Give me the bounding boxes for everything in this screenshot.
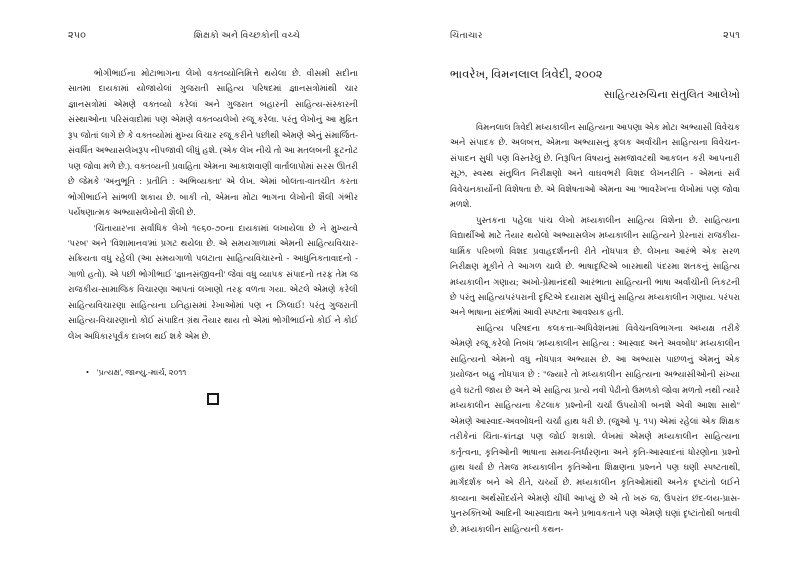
page-number-verso: ૨૫૦ (68, 31, 86, 41)
page-number-recto: ૨૫૧ (723, 31, 740, 41)
running-head-title-verso: શિક્ષકો અને વિચ્છકોની વચ્ચે (193, 30, 301, 40)
running-head-title-recto: ચિંતાચાર (450, 30, 483, 40)
body-text-verso (68, 66, 358, 344)
body-text-recto (450, 120, 740, 537)
paragraph: પુસ્તકના પહેલા પાંચ લેખો મધ્યકાલીન સાહિત્ય વિશેના છે. સાહિત્યના વિદ્યાર્થીઓ માટે તૈયાર થયેલો અભ્યાસલેખ મધ્યકાલીન સાહિત્યને પ્રેરનારાં રાજકીય-ધાર્મિક પરિબળો વિશદ પ્રવાહદર્શનની રીતે નોંધપાત્ર છે. લેખના આરંભે એક સરળ નિરીક્ષણ મૂકીને તે આગળ ચાલે છે. ભાષાદૃષ્ટિએ બારમાથી પંદરમા શતકનું સાહિત્ય મધ્યકાલીન ગણાય; અખો-પ્રેમાનંદથી આરંભાતા સાહિત્યની ભાષા અર્વાચીની નિકટની છે પરંતુ સાહિત્યપરંપરાની દૃષ્ટિએ દયારામ સુધીનું સાહિત્ય મધ્યકાલીન ગણાય. પરંપરા અને ભાષાના સંદર્ભમાં આવી સ્પષ્ટતા આવશ્યક હતી. (450, 214, 740, 318)
end-ornament-row (68, 391, 358, 407)
essay-subtitle: સાહિત્યરુચિના સંતુલિત આલેખો (603, 90, 740, 101)
paragraph: ભોગીભાઈના મોટાભાગના લેખો વક્તવ્યોનિમિત્તે થયેલા છે. વીસમી સદીના સાતમા દાયકામાં યોજાયેલાં ગુજરાતી સાહિત્ય પરિષદમાં જ્ઞાનસત્રોમાંથી ચાર જ્ઞાનસત્રોમાં એમણે વક્તવ્યો કરેલાં અને ગુજરાત બહારની સાહિત્ય-સંસ્કારની સંસ્થાઓના પરિસંવાદોમાં પણ એમણે વક્તવ્યલેખો રજૂ કરેલા. પરંતુ લેખોનું આ મુદ્રિત રૂપ જોતાં લાગે છે કે વક્તવ્યોમાં મુખ્ય વિચાર રજૂ કરીને પછીથી એમણે એનું સંમાર્જિત-સંવર્ધિત અભ્યાસલેખરૂપ નીપજાવી લીધું હશે. (એક લેખ નીચે તો આ મતલબની ફૂટનોટ પણ જોવા મળે છે.). વક્તવ્યની પ્રવાહિતા એમના આકાશવાણી વાર્તાલાપોમાં સરસ ઊતરી છે જેમકે 'અનુભૂતિ : પ્રતીતિ : અભિવ્યક્તા' એ લેખ. એમાં બોલતા-વાતચીત કરતા ભોગીભાઈને સાંભળી શકાય છે. બાકી તો, એમના મોટા ભાગના લેખોની શૈલી ગંભીર પર્યેષણાત્મક અભ્યાસલેખોની શૈલી છે. (68, 68, 358, 218)
essay-heading-block (450, 66, 740, 104)
essay-title: ભાવરેખ, વિમનલાલ ત્રિવેદી, ૨૦૦૨ (450, 68, 603, 81)
paragraph: સાહિત્ય પરિષદના કલકત્તા-અધિવેશનમાં વિવેચનવિભાગના અધ્યક્ષ તરીકે એમણે રજૂ કરેલો નિબંધ 'મધ્યકાલીન સાહિત્ય : આસ્વાદ અને અવબોધ' મધ્યકાલીન સાહિત્યનો એમનો વધુ નોંધપાત્ર અભ્યાસ છે. આ અભ્યાસ પાછળનું એમનું એક પ્રયોજન બહુ નોંધપાત્ર છે : "જ્યારે તો મધ્યકાલીન સાહિત્યના અભ્યાસીઓની સંખ્યા હવે ઘટતી જાય છે અને એ સાહિત્ય પ્રત્યે નવી પેઢીનો ઉમળકો જોવા મળતો નથી ત્યારે મધ્યકાલીન સાહિત્યના કેટલાક પ્રશ્નોની ચર્ચા ઉપયોગી બનશે એવી આશા સાથે" એમણે આસ્વાદ-અવબોધની ચર્ચા હાથ ધરી છે. (જુઓ પૃ. ૧૫) એમાં રહેલાં એક શિક્ષક તરીકેનાં ચિંતા-ક્રાંતજ્ઞ પણ જોઈ શકાશે. લેખમાં એમણે મધ્યકાલીન સાહિત્યના કર્તૃત્વના, કૃતિઓની ભાષાના સમય-નિર્ધારણના અને કૃતિ-આસ્વાદનાં ધોરણોના પ્રશ્નો હાથ ધર્યા છે તેમજ મધ્યકાલીન કૃતિઓના શિક્ષણના પ્રશ્નને પણ ઘણી સ્પષ્ટતાથી, માર્ગદર્શક બને એ રીતે, ચર્ચ્યો છે. મધ્યકાલીન કૃતિઓમાંથી અનેક દૃષ્ટાંતો લઈને કાવ્યના અર્થસૌંદર્યને એમણે ચીંધી આપ્યું છે એ તો ખરું જ, ઉપરાંત છંદ-લય-પ્રાસ-પુનરુક્તિઓ આદિની આસ્વાદ્યતા અને પ્રભાવકતાને પણ એમણે ઘણાં દૃષ્ટાંતોથી બતાવી છે. મધ્યકાલીન સાહિત્યની કથન- (450, 322, 740, 534)
square-end-mark-icon (207, 393, 219, 405)
citation-text: 'પ્રત્યક્ષ', જાન્યુ.-માર્ચ, ૨૦૧૧ (97, 368, 187, 378)
running-head-verso (68, 30, 358, 44)
citation-line (68, 366, 358, 379)
bullet-icon: • (86, 367, 89, 378)
paragraph: વિમનલાલ ત્રિવેદી મધ્યકાલીન સાહિત્યના આપણા એક મોટા અભ્યાસી વિવેચક અને સંપાદક છે. અલબત્ત, એમના અભ્યાસનું ફલક અર્વાચીન સાહિત્યના વિવેચન-સંપાદન સુધી પણ વિસ્તરેલું છે. નિરૂપિત વિષયનું સમજાવટથી આકલન કરી આપનારી સૂઝ, સ્વસ્થ સંતુલિત નિરીક્ષણો અને વાઘવભરી વિશદ લેખનરીતિ - એમનાં સર્વ વિવેચનકાર્યોની વિશેષતા છે. એ વિશેષતાઓ એમના આ 'ભાવરેખ'ના લેખોમાં પણ જોવા મળશે. (450, 122, 740, 210)
paragraph: 'ચિંતાયાર'ના સર્વાધિક લેખો ૧૯૬૦-૭૦ના દાયકામાં લખાયેલા છે ને મુખ્યત્વે 'પરબ' અને 'વિશામાનવ'માં પ્રગટ થયેલા છે. એ સમયગાળામાં એમની સાહિત્યવિચાર-સક્રિયતા વધુ રહેલી (આ સમયગાળો પલટાતા સાહિત્યવિચારનો - આધુનિકતાવાદનો - ગાળો હતો). એ પછી ભોગીભાઈ 'જ્ઞાનસંજીવની' જેવાં વધુ વ્યાપક સંપાદનો તરફ તેમ જ રાજકીય-સામાજિક વિચારણા આપતાં લખાણો તરફ વળતા ગયા. એટલે એમણે કરેલી સાહિત્યવિચારણા સાહિત્યના ઇતિહાસમાં રેખાઓમાં પણ ન ઝિલાઈ! પરંતુ ગુજરાતી સાહિત્ય-વિચારણાનો કોઈ સંપાદિત ગ્રંથ તૈયાર થાય તો એમાં ભોગીભાઈનો કોઈ ને કોઈ લેખ અધિકારપૂર્વક દાખલ થઈ શકે એમ છે. (68, 222, 358, 341)
running-head-recto (450, 30, 740, 44)
page-recto (400, 0, 800, 566)
